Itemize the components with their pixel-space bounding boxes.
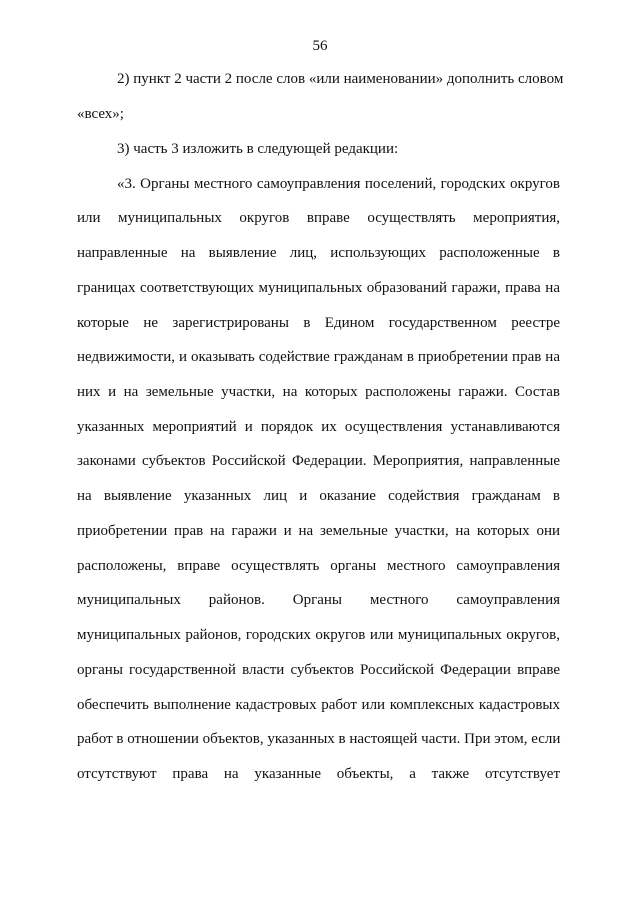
text-line: расположены, вправе осуществлять органы местного самоуправления [77,558,560,574]
text-line: указанных мероприятий и порядок их осуществления устанавливаются [77,419,560,435]
text-line: недвижимости, и оказывать содействие гражданам в приобретении прав на [77,349,560,365]
text-line: направленные на выявление лиц, использующих расположенные в [77,245,560,261]
text-line: законами субъектов Российской Федерации. Мероприятия, направленные [77,453,560,469]
text-line: «всех»; [77,106,124,122]
text-line: которые не зарегистрированы в Едином государственном реестре [77,315,560,331]
text-line: муниципальных районов. Органы местного самоуправления [77,592,560,608]
text-line: границах соответствующих муниципальных образований гаражи, права на [77,280,560,296]
page-number: 56 [312,38,328,54]
text-line: органы государственной власти субъектов Российской Федерации вправе [77,662,560,678]
text-line: отсутствуют права на указанные объекты, а также отсутствует [77,766,560,782]
text-line: 2) пункт 2 части 2 после слов «или наименовании» дополнить словом [117,71,564,87]
text-line: работ в отношении объектов, указанных в настоящей части. При этом, если [77,731,561,747]
text-line: или муниципальных округов вправе осуществлять мероприятия, [77,210,560,226]
text-line: приобретении прав на гаражи и на земельные участки, на которых они [77,523,560,539]
text-line: обеспечить выполнение кадастровых работ или комплексных кадастровых [77,697,560,713]
text-line: муниципальных районов, городских округов или муниципальных округов, [77,627,560,643]
text-line: 3) часть 3 изложить в следующей редакции: [117,141,399,157]
text-line: «3. Органы местного самоуправления поселений, городских округов [117,176,560,192]
text-line: них и на земельные участки, на которых расположены гаражи. Состав [77,384,560,400]
text-line: на выявление указанных лиц и оказание содействия гражданам в [77,488,560,504]
